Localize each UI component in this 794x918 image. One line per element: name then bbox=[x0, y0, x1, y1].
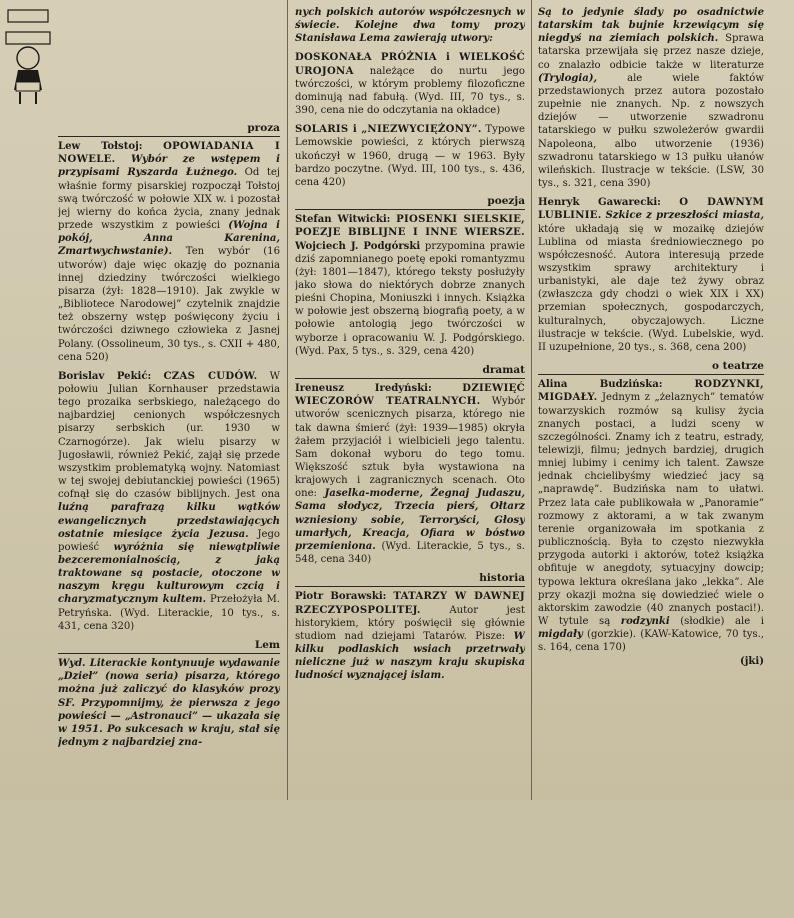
entry-title: CZAS CUDÓW. bbox=[163, 370, 258, 382]
entry-borawski bbox=[295, 590, 525, 682]
entry-title: DZIEWIĘĆ WIECZORÓW TEATRALNYCH. bbox=[295, 383, 525, 408]
entry-italic: rodzynki bbox=[620, 616, 670, 628]
entry-author: Stefan Witwicki: bbox=[295, 214, 391, 226]
entry-body: (gorzkie). (KAW-Katowice, 70 tys., s. 164, cena 170) bbox=[538, 629, 764, 654]
entry-body: Ten wybór (16 utworów) daje więc okazję do poznania innej dziedziny twórczości wielkiego pisarza (żył: 1828—1910). Jak zwykle w „Bibliotece Narodowej” czytelnik znajdzie też obszerny wstęp poświęcony życiu i twórczości dziwnego człowieka z Jasnej Polany. (Ossolineum, 30 tys., s. CXII + 480, cena 520) bbox=[58, 246, 280, 363]
entry-title: TATARZY W DAWNEJ RZECZYPOSPOLITEJ. bbox=[295, 591, 525, 616]
column-2 bbox=[295, 6, 525, 806]
left-margin bbox=[0, 0, 56, 800]
entry-title: DOSKONAŁA PRÓŻNIA i WIELKOŚĆ UROJONA bbox=[295, 52, 525, 77]
entry-italic: Szkice z przeszłości miasta, bbox=[605, 210, 764, 222]
entry-tolstoj bbox=[58, 140, 280, 364]
entry-author: Alina Budzińska: bbox=[538, 379, 663, 391]
entry-budzinska bbox=[538, 378, 764, 667]
column-1 bbox=[58, 118, 280, 918]
entry-lem-continued bbox=[295, 6, 525, 45]
entry-italic: (Wojna i pokój, Anna Karenina, Zmartwychwstanie). bbox=[58, 220, 280, 258]
entry-body: Typowe Lemowskie powieści, z których pierwszą ukończył w 1960, drugą — w 1963. Były bardzo poczytne. (Wyd. III, 100 tys., s. 436, cena 420) bbox=[295, 124, 525, 188]
signature: (jki) bbox=[739, 655, 764, 667]
entry-title: PIOSENKI SIELSKIE, POEZJE BIBLIJNE I INNE WIERSZE. bbox=[295, 214, 525, 239]
section-lem: Lem bbox=[58, 639, 280, 654]
section-poezja: poezja bbox=[295, 195, 525, 210]
entry-italic: Jaselka-moderne, Żegnaj Judaszu, Sama słodycz, Trzecia pierś, Ołtarz wzniesiony sobie, Terroryści, Głosy umarłych, Kreacja, Ofiara w bóstwo przemieniona. bbox=[295, 488, 525, 552]
section-dramat: dramat bbox=[295, 364, 525, 379]
entry-gawarecki bbox=[538, 196, 764, 354]
entry-body: (słodkie) ale i bbox=[680, 616, 764, 628]
entry-title: O DAWNYM LUBLINIE. bbox=[538, 197, 764, 222]
entry-body: przypomina prawie dziś zapomnianego poetę epoki romantyzmu (żył: 1801—1847), którego teksty posłużyły jako słowa do niektórych dobrze znanych pieśni Chopina, Moniuszki i innych. Książka w połowie jest obszerną biografią poety, a w połowie antologią jego twórczości w wyborze i opracowaniu W. J. Podgórskiego. (Wyd. Pax, 5 tys., s. 329, cena 420) bbox=[295, 240, 525, 357]
entry-italic: luźną parafrazą kilku wątków ewangelicznych przedstawiających ostatnie miesiące życia Jezusa. bbox=[58, 502, 280, 540]
section-historia: historia bbox=[295, 572, 525, 587]
entry-author: Ireneusz Iredyński: bbox=[295, 383, 432, 395]
entry-body: W połowiu Julian Kornhauser przedstawia tego prozaika serbskiego, należącego do najbardziej cenionych współczesnych pisarzy serbskich (ur. 1930 w Czarnogórze). Jak wielu pisarzy w Jugosławii, również Pekić, zajął się przede wszystkim problematyką wojny. Natomiast w tej swojej debiutanckiej powieści (1965) cofnął się do czasów biblijnych. Jest ona bbox=[58, 370, 280, 501]
entry-italic: Są to jedynie ślady po osadnictwie tatarskim tak bujnie krzewiącym się niegdyś na ziemiach polskich. bbox=[538, 7, 764, 45]
entry-body: które układają się w mozaikę dziejów Lublina od miasta średniowiecznego po współczesność. Autora interesują przede wszystkim sprawy architektury i urbanistyki, ale daje też żywy obraz (zwłaszcza gdy chodzi o wiek XIX i XX) przemian społecznych, gospodarczych, kulturalnych, obyczajowych. Liczne ilustracje w tekście. (Wyd. Lubelskie, wyd. II uzupełnione, 20 tys., s. 368, cena 200) bbox=[538, 223, 764, 353]
entry-body: Autor jest historykiem, który poświęcił się głównie studiom nad dziejami Tatarów. Pisze: bbox=[295, 604, 525, 642]
entry-lem bbox=[58, 657, 280, 749]
column-rule-1 bbox=[287, 0, 288, 800]
entry-body: Wyd. Literackie kontynuuje wydawanie „Dzieł” (nowa seria) pisarza, którego można już zaliczyć do klasyków prozy SF. Przypomnijmy, że pierwsza z jego powieści — „Astronauci” — ukazała się w 1951. Po sukcesach w kraju, stał się jednym z najbardziej zna- bbox=[58, 658, 280, 749]
section-proza: proza bbox=[58, 122, 280, 137]
entry-iredynski bbox=[295, 382, 525, 566]
column-3 bbox=[538, 6, 764, 806]
entry-pekic bbox=[58, 370, 280, 633]
entry-author: Borislav Pekić: bbox=[58, 370, 152, 382]
entry-body: (Wyd. Literackie, 5 tys., s. 548, cena 340) bbox=[295, 540, 525, 566]
entry-body: nych polskich autorów współczesnych w świecie. Kolejne dwa tomy prozy Stanisława Lema zawierają utwory: bbox=[295, 7, 525, 45]
entry-body: Przełożyła M. Petryńska. (Wyd. Literackie, 10 tys., s. 431, cena 320) bbox=[58, 594, 280, 632]
entry-body: Wybór utworów scenicznych pisarza, którego nie tak dawna śmierć (żył: 1939—1985) okryła żałem przyjaciół i wielbicieli jego talentu. Sam dokonał wyboru do tego tomu. Większość sztuk była wystawiona na krajowych i zagranicznych scenach. Oto one: bbox=[295, 396, 525, 500]
entry-body: Jego powieść bbox=[58, 528, 280, 553]
entry-witwicki bbox=[295, 213, 525, 358]
entry-solaris bbox=[295, 123, 525, 189]
entry-author: Lew Tołstoj: bbox=[58, 141, 143, 153]
entry-body: Sprawa tatarska przewijała się przez nasze dzieje, co znalazło odbicie także w literaturze bbox=[538, 33, 764, 71]
entry-title: OPOWIADANIA I NOWELE. bbox=[58, 141, 280, 166]
entry-italic: W kilku podlaskich wsiach przetrwały nieliczne już w naszym kraju skupiska ludności wyznającej islam. bbox=[295, 630, 525, 682]
reading-mascot-logo bbox=[4, 6, 52, 110]
entry-body: Od tej właśnie formy pisarskiej rozpoczął Tołstoj swą twórczość w połowie XIX w. i pozostał jej wierny do końca życia, znany jednak przede wszystkim z powieści bbox=[58, 167, 280, 232]
section-o-teatrze: o teatrze bbox=[538, 360, 764, 375]
entry-body: ale wiele faktów przedstawionych przez autora pozostało zupełnie nie znanych. Np. z nowszych dziejów — utworzenie szwadronu tatarskiego w pułku szwoleżerów gwardii Napoleona, albo utworzenie (1936) szwadronu tatarskiego w 13 pułku ułanów wileńskich. Ilustracje w tekście. (LSW, 30 tys., s. 321, cena 390) bbox=[538, 72, 764, 190]
entry-editor: Wojciech J. Podgórski bbox=[295, 240, 421, 252]
column-rule-2 bbox=[531, 0, 532, 800]
entry-doskonala-proznia bbox=[295, 51, 525, 117]
entry-author: Henryk Gawarecki: bbox=[538, 197, 661, 209]
entry-borawski-continued bbox=[538, 6, 764, 190]
entry-italic: migdały bbox=[538, 629, 583, 641]
entry-title: RODZYNKI, MIGDAŁY. bbox=[538, 379, 764, 404]
entry-title: SOLARIS i „NIEZWYCIĘŻONY”. bbox=[295, 124, 482, 136]
entry-body: należące do nurtu jego twórczości, w którym problemy filozoficzne dominują nad fabułą. (Wyd. III, 70 tys., s. 390, cena nie do odczytania na okładce) bbox=[295, 65, 525, 117]
entry-italic: (Trylogia), bbox=[538, 72, 598, 84]
entry-author: Piotr Borawski: bbox=[295, 591, 387, 603]
entry-body: Jednym z „żelaznych” tematów towarzyskich rozmów są kulisy życia znanych postaci, a ludzi sceny w szczególności. Znamy ich z teatru, estrady, telewizji, filmu; jednych bardziej, drugich mniej lubimy i cenimy ich talent. Zawsze jednak chcielibyśmy wiedzieć jacy są „naprawdę”. Budzińska nam to ułatwi. Przez lata całe publikowała w „Panoramie” rozmowy z aktorami, a w tak zwanym terenie organizowała im spotkania z publicznością. Była to często niezwykła przygoda autorki i aktorów, toteż książka obfituje w anegdoty, sytuacyjny dowcip; typowa lektura określana jako „lekka”. Ale przy okazji można się dowiedzieć wiele o aktorskim zawodzie (40 znanych postaci!). W tytule są bbox=[538, 392, 764, 628]
entry-italic: wyróżnia się niewątpliwie bezceremonialnością, z jaką traktowane są postacie, otoczone w naszym kręgu kulturowym czcią i charyzmatycznym kultem. bbox=[58, 541, 280, 606]
entry-subtitle: Wybór ze wstępem i przypisami Ryszarda Łużnego. bbox=[58, 154, 280, 179]
